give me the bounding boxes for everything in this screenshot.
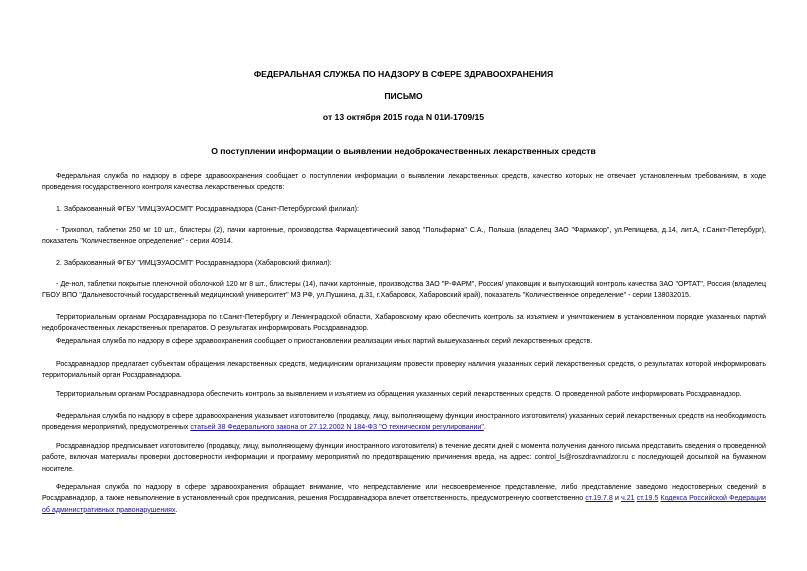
law-184-fz-link[interactable]: статьей 38 Федерального закона от 27.12.2002 N 184-ФЗ "О техническом регулировании": [190, 424, 484, 432]
paragraph-check-request: Росздравнадзор предлагает субъектам обращения лекарственных средств, медицинским организациям провести проверку наличия указанных серий лекарственных средств, о результатах которой информировать территориальный орган Росздравнадзора.: [42, 361, 766, 380]
paragraph-liability-sep1: и: [612, 495, 622, 503]
paragraph-prescription: Росздравнадзор предписывает изготовителю (продавцу, лицу, выполняющему функции иностранного изготовителя) в течение десяти дней с момента получения данного письма представить сведения о проведенной работе, включая материалы проверки достоверности информации и программу мероприятий по предотвращению причинения вреда, на адрес: control_ls@roszdravnadzor.ru с последующей досылкой на бумажном носителе.: [42, 443, 766, 473]
document-subject: О поступлении информации о выявлении недоброкачественных лекарственных средств: [211, 146, 596, 156]
paragraph-item-1-details: - Трихопол, таблетки 250 мг 10 шт., блистеры (2), пачки картонные, производства Фармацевтический завод "Польфарма" С.А., Польша (владелец ЗАО "Фармакор", ул.Репищева, д.14, лит.А, г.Санкт-Петербург), показатель "Количественное определение" - серии 40914.: [42, 227, 766, 246]
agency-title: ФЕДЕРАЛЬНАЯ СЛУЖБА ПО НАДЗОРУ В СФЕРЕ ЗДРАВООХРАНЕНИЯ: [253, 69, 554, 79]
paragraph-liability-text: Федеральная служба по надзору в сфере здравоохранения обращает внимание, что непредставление или несвоевременное представление, либо представление заведомо недостоверных сведений в Росздравнадзор, а также невыполнение в установленный срок предписания, решения Росздравнадзора влечет ответственность, предусмотренную соответственно: [42, 484, 766, 503]
document-date-number: от 13 октября 2015 года N 01И-1709/15: [322, 112, 485, 122]
paragraph-liability-end: .: [175, 506, 178, 514]
paragraph-item-2-details: - Де-нол, таблетки покрытые пленочной оболочкой 120 мг 8 шт., блистеры (14), пачки картонные, производства ЗАО "Р-ФАРМ", Россия/ упаковщик и выпускающий контроль качества ЗАО "ОРТАТ", Россия (владелец ГБОУ ВПО "Дальневосточный государственный медицинский университет" МЗ РФ, ул.Пушкина, д.31, г.Хабаровск, Хабаровский край), показатель "Количественное определение" - серии 138032015.: [42, 281, 766, 300]
paragraph-withdrawal: Территориальным органам Росздравнадзора обеспечить контроль за выявлением и изъятием из обращения указанных серий лекарственных средств. О проведенной работе информировать Росздравнадзор.: [56, 391, 742, 398]
article-19-7-8-link[interactable]: ст.19.7.8: [585, 495, 613, 503]
paragraph-suspension: Федеральная служба по надзору в сфере здравоохранения сообщает о приостановлении реализации иных партий вышеуказанных серий лекарственных средств.: [56, 338, 593, 345]
paragraph-liability: [42, 482, 766, 516]
paragraph-item-1: 1. Забракованный ФГБУ "ИМЦЭУАОСМП" Росздравнадзора (Санкт-Петербургский филиал):: [56, 206, 359, 213]
article-19-5-link[interactable]: ст.19.5: [636, 495, 659, 503]
document-type: ПИСЬМО: [384, 91, 423, 101]
paragraph-territorial-control: Территориальным органам Росздравнадзора по г.Санкт-Петербургу и Ленинградской области, Хабаровскому краю обеспечить контроль за изъятием и уничтожением в установленном порядке указанных партий недоброкачественных лекарственных препаратов. О результатах информировать Росздравнадзор.: [42, 314, 766, 333]
paragraph-measures: [42, 411, 766, 434]
paragraph-intro: Федеральная служба по надзору в сфере здравоохранения сообщает о поступлении информации о выявлении лекарственных средств, качество которых не отвечает установленным требованиям, в ходе проведения государственного контроля качества лекарственных средств:: [42, 173, 766, 192]
paragraph-item-2: 2. Забракованный ФГБУ "ИМЦЭУАОСМП" Росздравнадзора (Хабаровский филиал):: [56, 260, 332, 267]
paragraph-measures-text: Федеральная служба по надзору в сфере здравоохранения указывает изготовителю (продавцу, лицу, выполняющему функции иностранного изготовителя) указанных серий лекарственных средств на необходимость проведения мероприятий, предусмотренных: [42, 413, 766, 432]
paragraph-measures-end: .: [483, 424, 486, 432]
part-21-link[interactable]: ч.21: [621, 495, 635, 503]
koap-code-link[interactable]: Кодекса Российской Федерации об административных правонарушениях: [42, 495, 766, 514]
